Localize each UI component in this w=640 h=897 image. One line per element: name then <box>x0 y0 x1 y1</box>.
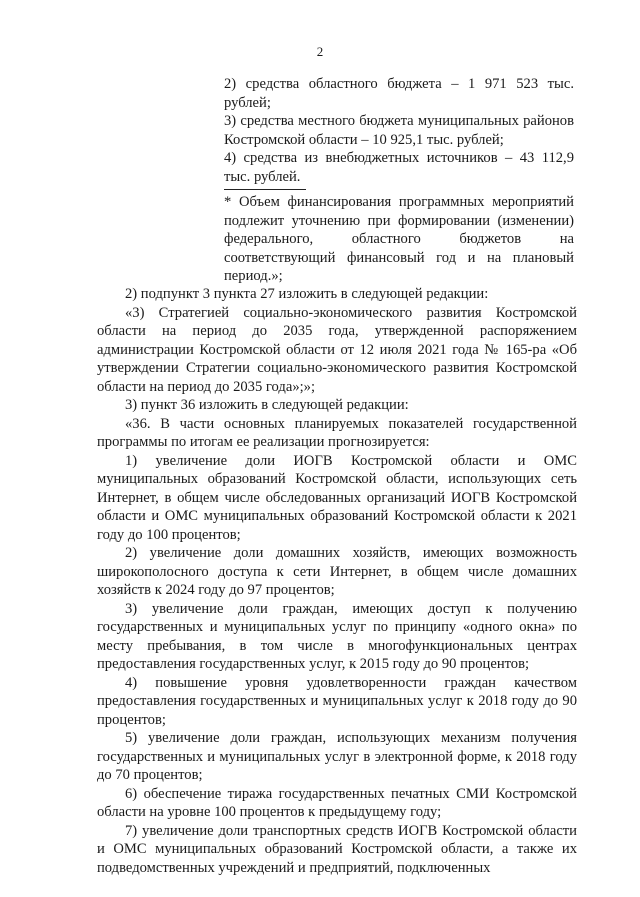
document-body <box>97 285 577 877</box>
paragraph-item-2: 2) подпункт 3 пункта 27 изложить в следующей редакции: <box>125 286 489 302</box>
indicator-5: 5) увеличение доли граждан, использующих механизм получения государственных и муниципальных услуг в электронной форме, к 2018 году до 70 процентов; <box>97 730 577 783</box>
paragraph-item-3: 3) пункт 36 изложить в следующей редакции: <box>125 397 409 413</box>
indicator-2: 2) увеличение доли домашних хозяйств, имеющих возможность широкополосного доступа к сети Интернет, в общем числе домашних хозяйств к 2024 году до 97 процентов; <box>97 545 577 598</box>
funding-sources <box>224 75 574 186</box>
indicator-3: 3) увеличение доли граждан, имеющих доступ к получению государственных и муниципальных услуг по принципу «одного окна» по месту пребывания, в том числе в многофункциональных центрах предоставления государственных услуг, к 2015 году до 90 процентов; <box>97 600 577 672</box>
funding-item-regional: 2) средства областного бюджета – 1 971 523 тыс. рублей; <box>224 76 574 111</box>
footnote-separator <box>224 189 306 190</box>
funding-item-extrabudgetary: 4) средства из внебюджетных источников – 43 112,9 тыс. рублей. <box>224 150 574 185</box>
indicator-7: 7) увеличение доли транспортных средств ИОГВ Костромской области и ОМС муниципальных образований Костромской области, а также их подведомственных учреждений и предприятий, подключенных <box>97 822 577 876</box>
page-number: 2 <box>316 44 324 59</box>
indicator-4: 4) повышение уровня удовлетворенности граждан качеством предоставления государственных и муниципальных услуг к 2018 году до 90 процентов; <box>97 674 577 728</box>
indicator-6: 6) обеспечение тиража государственных печатных СМИ Костромской области на уровне 100 процентов к предыдущему году; <box>97 785 577 820</box>
footnote-text: * Объем финансирования программных мероприятий подлежит уточнению при формировании (изменении) федерального, областного бюджетов на соответствующий финансовый год и на плановый период.»; <box>224 194 574 284</box>
indicator-1: 1) увеличение доли ИОГВ Костромской области и ОМС муниципальных образований Костромской области, использующих сеть Интернет, в общем числе обследованных организаций ИОГВ Костромской области и ОМС муниципальных образований Костромской области к 2021 году до 100 процентов; <box>97 452 577 543</box>
funding-item-local: 3) средства местного бюджета муниципальных районов Костромской области – 10 925,1 тыс. рублей; <box>224 113 574 148</box>
paragraph-section-36: «36. В части основных планируемых показателей государственной программы по итогам ее реализации прогнозируется: <box>97 415 577 450</box>
footnote <box>224 193 574 286</box>
paragraph-strategy-quote: «3) Стратегией социально-экономического развития Костромской области на период до 2035 года, утвержденной распоряжением администрации Костромской области от 12 июля 2021 года № 165-ра «Об утверждении Стратегии социально-экономического развития Костромской области на период до 2035 года»;»; <box>97 304 577 395</box>
